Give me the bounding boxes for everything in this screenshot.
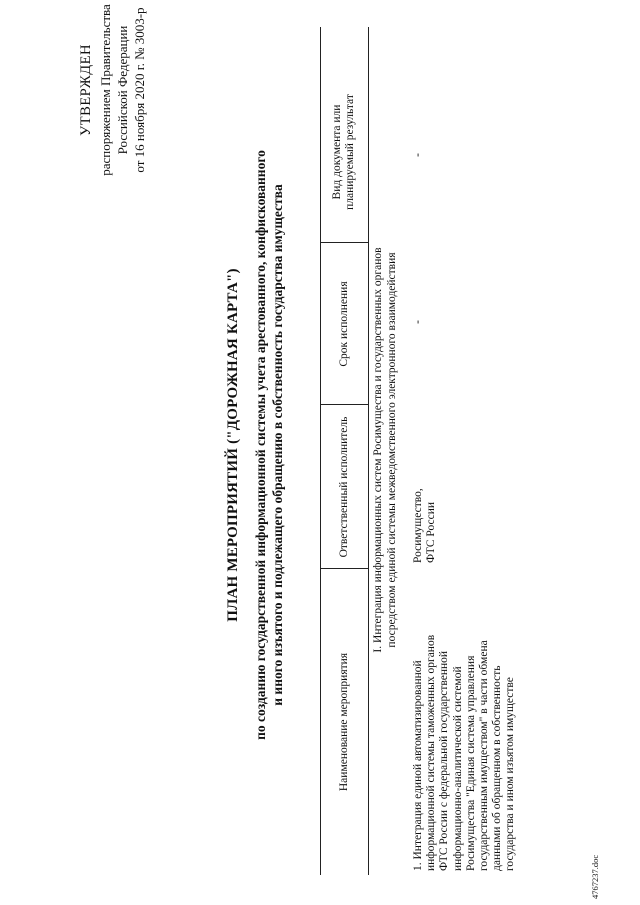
subtitle-line-2: и иного изъятого и подлежащего обращению в собственность государства имущества: [270, 184, 285, 706]
table-row-1-name: [412, 571, 518, 871]
executor-line: ФТС России: [425, 501, 438, 563]
approval-line-2: Российской Федерации: [115, 25, 130, 155]
table-row-1-executor: [412, 413, 438, 563]
row-text-line: государственным имуществом" в части обмена: [478, 640, 491, 871]
title-block: [225, 135, 286, 755]
executor-line: Росимущество,: [412, 488, 424, 563]
document-title: ПЛАН МЕРОПРИЯТИЙ ("ДОРОЖНАЯ КАРТА"): [225, 268, 241, 622]
section-title-line-2: посредством единой системы межведомственного электронного взаимодействия: [385, 252, 398, 648]
row-text-line: 1. Интеграция единой автоматизированной: [412, 660, 424, 871]
column-header-name: Наименование мероприятия: [337, 652, 350, 792]
document-file-id: 4767237.doc: [590, 854, 600, 899]
document-subtitle: [252, 135, 286, 755]
row-text-line: ФТС России с федеральной государственной: [438, 650, 451, 871]
table-row-1-result: -: [412, 153, 424, 157]
row-text-line: Росимущества "Единая система управления: [464, 655, 477, 871]
subtitle-line-1: по созданию государственной информационной системы учета арестованного, конфискованного: [253, 150, 268, 740]
approval-line-3: от 16 ноября 2020 г. № 3003-р: [132, 7, 147, 173]
row-text-line: государства и ином изъятом имуществе: [504, 677, 517, 871]
approval-line-1: распоряжением Правительства: [98, 4, 113, 176]
column-header-result: Вид документа или планируемый результат: [331, 94, 356, 210]
section-title: [372, 55, 399, 845]
approval-heading: УТВЕРЖДЕН: [78, 44, 94, 136]
table-row-1-deadline: -: [412, 320, 424, 324]
table-header-rule: [368, 27, 369, 875]
row-text-line: информационной системы таможенных органов: [425, 634, 438, 871]
roadmap-table: [320, 27, 620, 875]
approval-stamp: [78, 0, 148, 185]
row-text-line: данными об обращенном в собственность: [491, 665, 504, 871]
row-text-line: информационно-аналитической системой: [451, 666, 464, 871]
column-header-executor: Ответственный исполнитель: [337, 416, 350, 558]
column-header-deadline: Срок исполнения: [337, 281, 350, 367]
section-title-line-1: I. Интеграция информационных систем Росимущества и государственных органов: [372, 247, 384, 653]
